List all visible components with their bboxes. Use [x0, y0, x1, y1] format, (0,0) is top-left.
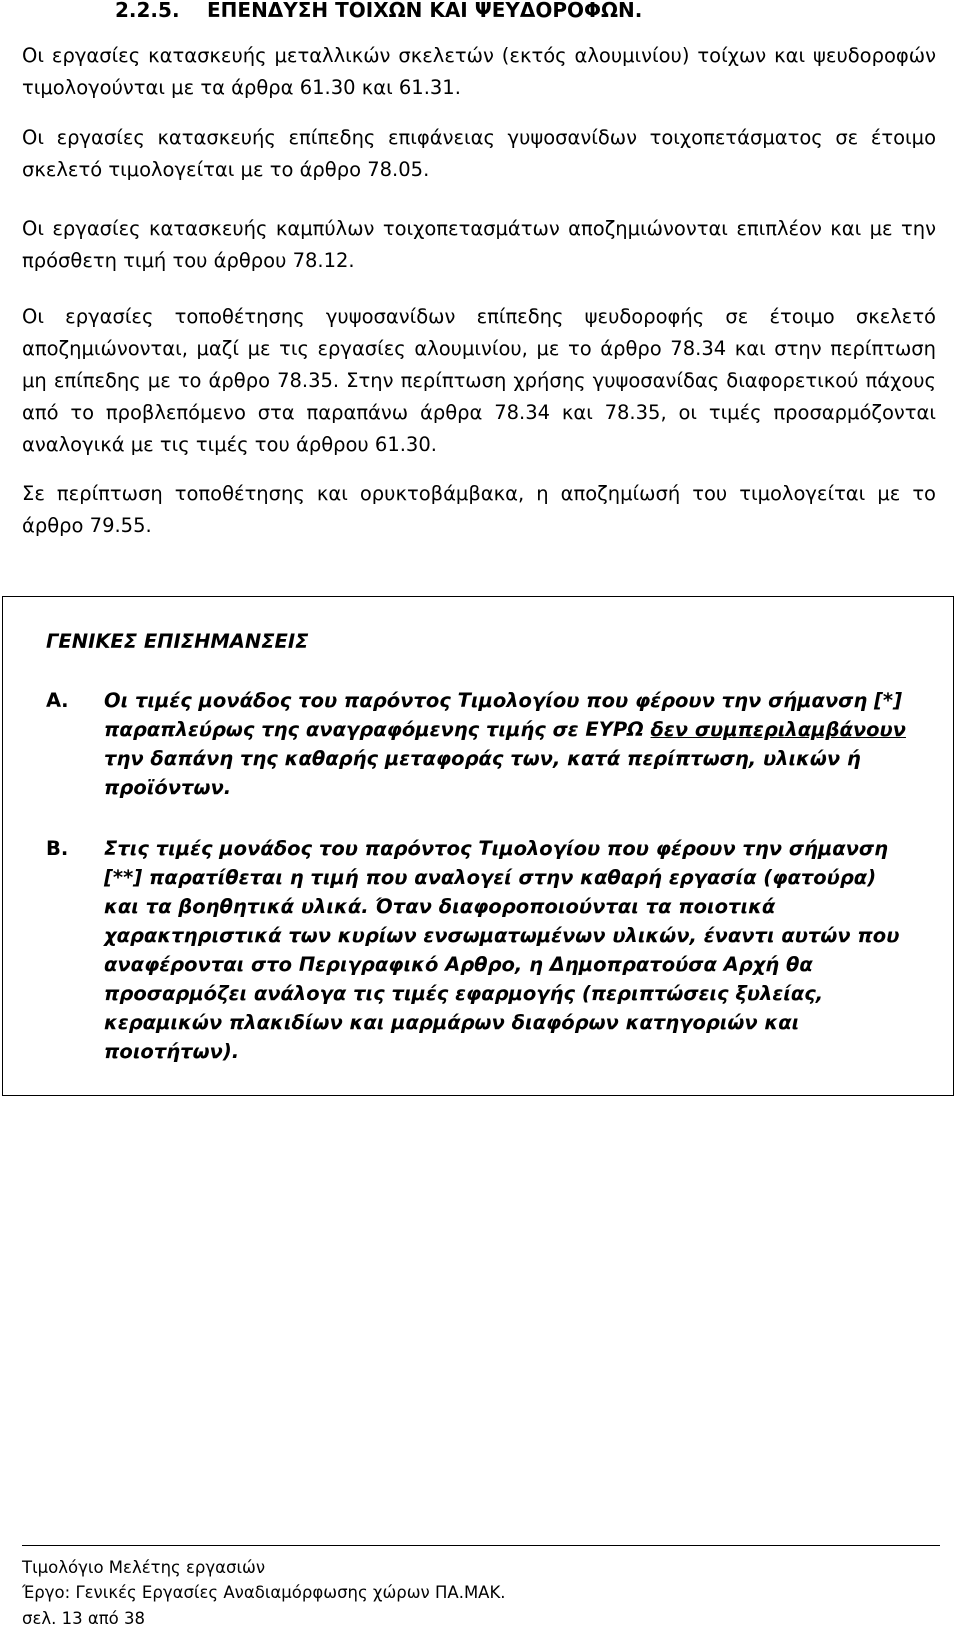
- footer-document-title: Τιμολόγιο Μελέτης εργασιών: [22, 1558, 266, 1577]
- note-a-text-before: Οι τιμές μονάδος του παρόντος Τιμολογίου που φέρουν την σήμανση [*] παραπλεύρως της αναγραφόμενης τιμής σε ΕΥΡΩ: [104, 689, 903, 741]
- paragraph-2: Οι εργασίες κατασκευής επίπεδης επιφάνειας γυψοσανίδων τοιχοπετάσματος σε έτοιμο σκελετό τιμολογείται με το άρθρο 78.05.: [22, 126, 936, 181]
- note-b-letter: Β.: [46, 837, 69, 860]
- note-a-text: [104, 686, 916, 802]
- note-b-text: Στις τιμές μονάδος του παρόντος Τιμολογίου που φέρουν την σήμανση [**] παρατίθεται η τιμή που αναλογεί στην καθαρή εργασία (φατούρα) και τα βοηθητικά υλικά. Όταν διαφοροποιούνται τα ποιοτικά χαρακτηριστικά των κυρίων ενσωματωμένων υλικών, έναντι αυτών που αναφέρονται στο Περιγραφικό Αρθρο, η Δημοπρατούσα Αρχή θα προσαρμόζει ανάλογα τις τιμές εφαρμογής (περιπτώσεις ξυλείας, κεραμικών πλακιδίων και μαρμάρων διαφόρων κατηγοριών και ποιοτήτων).: [104, 837, 900, 1063]
- footer-page-number: σελ. 13 από 38: [22, 1609, 146, 1628]
- section-title: ΕΠΕΝΔΥΣΗ ΤΟΙΧΩΝ ΚΑΙ ΨΕΥΔΟΡΟΦΩΝ.: [207, 0, 643, 22]
- section-number: 2.2.5.: [115, 0, 180, 22]
- general-notes-title: ΓΕΝΙΚΕΣ ΕΠΙΣΗΜΑΝΣΕΙΣ: [46, 630, 309, 653]
- paragraph-3: Οι εργασίες κατασκευής καμπύλων τοιχοπετασμάτων αποζημιώνονται επιπλέον και με την πρόσθετη τιμή του άρθρου 78.12.: [22, 217, 936, 272]
- footer-project: Έργο: Γενικές Εργασίες Αναδιαμόρφωσης χώρων ΠΑ.ΜΑΚ.: [22, 1583, 506, 1602]
- paragraph-5: Σε περίπτωση τοποθέτησης και ορυκτοβάμβακα, η αποζημίωσή του τιμολογείται με το άρθρο 79.55.: [22, 482, 936, 537]
- note-a-underlined: δεν συμπεριλαμβάνουν: [650, 718, 906, 741]
- paragraph-4: Οι εργασίες τοποθέτησης γυψοσανίδων επίπεδης ψευδοροφής σε έτοιμο σκελετό αποζημιώνονται, μαζί με τις εργασίες αλουμινίου, με το άρθρο 78.34 και στην περίπτωση μη επίπεδης με το άρθρο 78.35. Στην περίπτωση χρήσης γυψοσανίδας διαφορετικού πάχους από το προβλεπόμενο στα παραπάνω άρθρα 78.34 και 78.35, οι τιμές προσαρμόζονται αναλογικά με τις τιμές του άρθρου 61.30.: [22, 305, 936, 456]
- paragraph-1: Οι εργασίες κατασκευής μεταλλικών σκελετών (εκτός αλουμινίου) τοίχων και ψευδοροφών τιμολογούνται με τα άρθρα 61.30 και 61.31.: [22, 44, 936, 99]
- note-a-letter: Α.: [46, 689, 69, 712]
- footer-divider: [22, 1545, 940, 1546]
- section-heading: [115, 0, 642, 24]
- note-a-text-after: την δαπάνη της καθαρής μεταφοράς των, κατά περίπτωση, υλικών ή προϊόντων.: [104, 747, 861, 799]
